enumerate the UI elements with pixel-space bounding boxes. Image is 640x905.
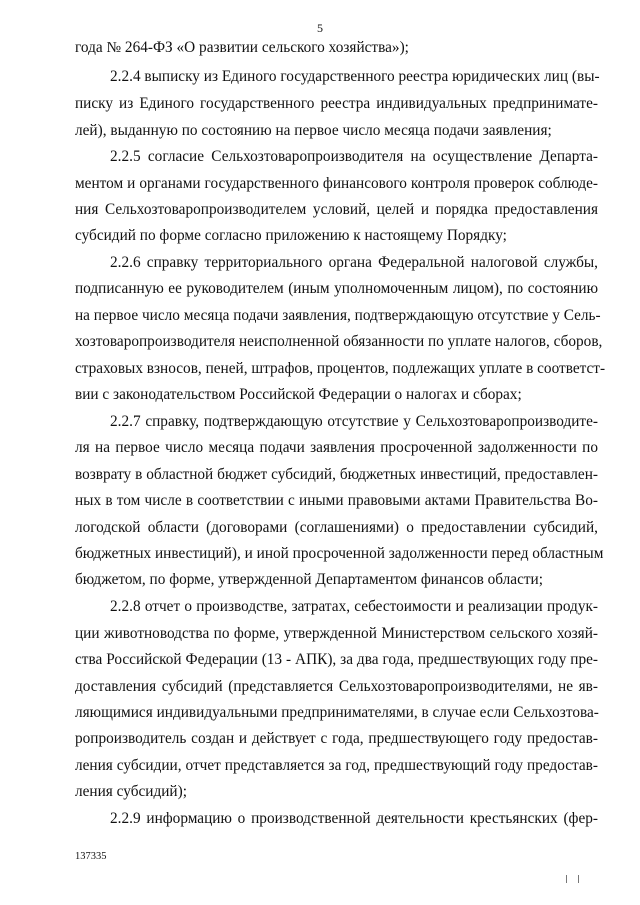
text-line: ства Российской Федерации (13 - АПК), за два года, предшествующих году пре- (75, 651, 598, 668)
text-line: года № 264-ФЗ «О развитии сельского хозяйства»); (75, 39, 409, 56)
text-line: 2.2.5 согласие Сельхозтоваропроизводителя на осуществление Департа- (110, 148, 598, 165)
text-line: писку из Единого государственного реестра индивидуальных предпринимате- (75, 95, 598, 112)
text-line: ции животноводства по форме, утвержденной Министерством сельского хозяй- (75, 625, 598, 642)
scan-mark (578, 875, 579, 883)
text-line: страховых взносов, пеней, штрафов, процентов, подлежащих уплате в соответст- (75, 360, 606, 377)
document-code: 137335 (75, 851, 107, 862)
text-line: ния Сельхозтоваропроизводителем условий, целей и порядка предоставления (75, 201, 598, 218)
text-line: возврату в областной бюджет субсидий, бюджетных инвестиций, предоставлен- (75, 466, 598, 483)
text-line: 2.2.6 справку территориального органа Федеральной налоговой службы, (110, 254, 598, 271)
text-line: лей), выданную по состоянию на первое число месяца подачи заявления; (75, 122, 552, 139)
text-line: ляющимися индивидуальными предпринимателями, в случае если Сельхозтова- (75, 704, 599, 721)
text-line: 2.2.4 выписку из Единого государственного реестра юридических лиц (вы- (110, 68, 600, 85)
text-line: ля на первое число месяца подачи заявления просроченной задолженности по (75, 439, 598, 456)
text-line: субсидий по форме согласно приложению к настоящему Порядку; (75, 227, 507, 244)
text-line: логодской области (договорами (соглашениями) о предоставлении субсидий, (75, 519, 598, 536)
scan-mark (566, 875, 567, 883)
text-line: бюджетом, по форме, утвержденной Департаментом финансов области; (75, 571, 543, 588)
text-line: ления субсидий); (75, 783, 187, 800)
page-number: 5 (317, 21, 323, 35)
text-line: ления субсидии, отчет представляется за год, предшествующий году предостав- (75, 757, 598, 774)
text-line: 2.2.7 справку, подтверждающую отсутствие у Сельхозтоваропроизводите- (110, 413, 598, 430)
text-line: бюджетных инвестиций), и иной просроченной задолженности перед областным (75, 545, 604, 562)
text-line: подписанную ее руководителем (иным уполномоченным лицом), по состоянию (75, 280, 598, 297)
text-line: 2.2.8 отчет о производстве, затратах, себестоимости и реализации продук- (110, 598, 598, 615)
text-line: ных в том числе в соответствии с иными правовыми актами Правительства Во- (75, 492, 598, 509)
text-line: доставления субсидий (представляется Сельхозтоваропроизводителями, не яв- (75, 678, 598, 695)
text-line: на первое число месяца подачи заявления, подтверждающую отсутствие у Сель- (75, 307, 601, 324)
text-line: ропроизводитель создан и действует с года, предшествующего году предостав- (75, 730, 598, 747)
text-line: хозтоваропроизводителя неисполненной обязанности по уплате налогов, сборов, (75, 333, 603, 350)
text-line: 2.2.9 информацию о производственной деятельности крестьянских (фер- (110, 810, 598, 827)
text-line: ментом и органами государственного финансового контроля проверок соблюде- (75, 175, 598, 192)
text-line: вии с законодательством Российской Федерации о налогах и сборах; (75, 386, 522, 403)
